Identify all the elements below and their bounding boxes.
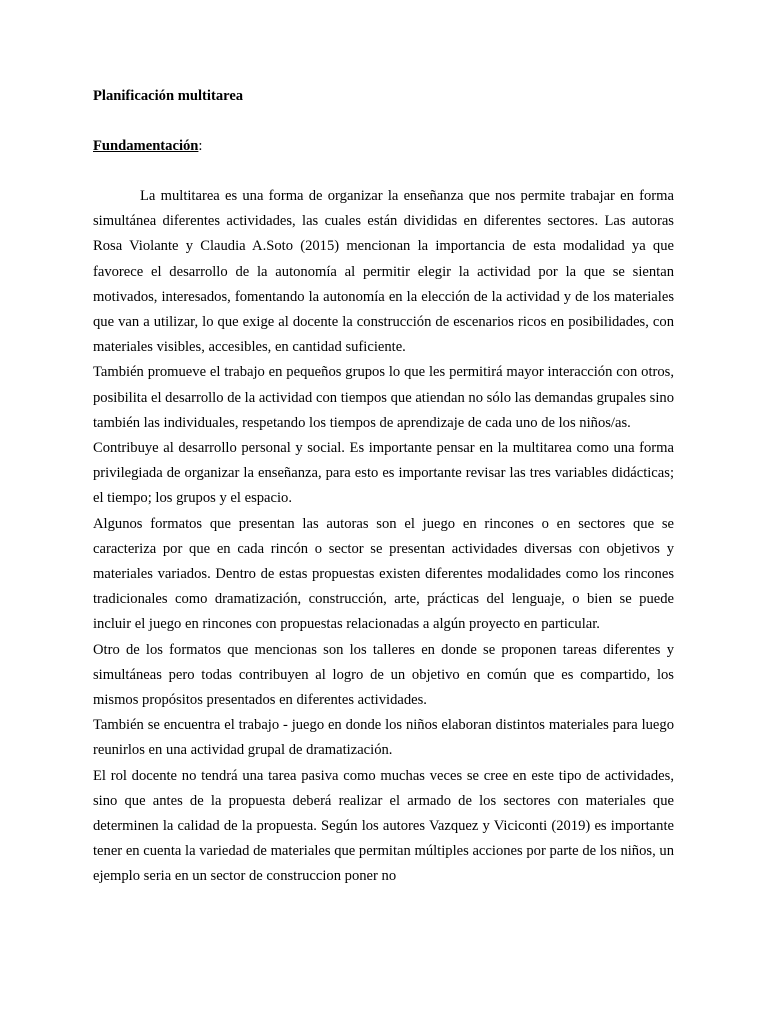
paragraph-7: El rol docente no tendrá una tarea pasiva como muchas veces se cree en este tipo de actividades, sino que antes de la propuesta deberá realizar el armado de los sectores con materiales que determinen la calidad de la propuesta. Según los autores Vazquez y Viciconti (2019) es importante tener en cuenta la variedad de materiales que permitan múltiples acciones por parte de los niños, un ejemplo seria en un sector de construccion poner no	[93, 767, 674, 885]
body-text	[93, 184, 674, 890]
paragraph-2: También promueve el trabajo en pequeños grupos lo que les permitirá mayor interacción con otros, posibilita el desarrollo de la actividad con tiempos que atiendan no sólo las demandas grupales sino también las individuales, respetando los tiempos de aprendizaje de cada uno de los niños/as.	[93, 364, 674, 431]
paragraph-6: También se encuentra el trabajo - juego en donde los niños elaboran distintos materiales para luego reunirlos en una actividad grupal de dramatización.	[93, 717, 674, 759]
section-heading-colon: :	[198, 138, 203, 154]
section-heading-line	[93, 136, 673, 156]
paragraph-1: La multitarea es una forma de organizar la enseñanza que nos permite trabajar en forma simultánea diferentes actividades, las cuales están divididas en diferentes sectores. Las autoras Rosa Violante y Claudia A.Soto (2015) mencionan la importancia de esta modalidad ya que favorece el desarrollo de la autonomía al permitir elegir la actividad por la que se sientan motivados, interesados, fomentando la autonomía en la elección de la actividad y de los materiales que van a utilizar, lo que exige al docente la construcción de escenarios ricos en posibilidades, con materiales visibles, accesibles, en cantidad suficiente.	[93, 188, 674, 356]
paragraph-3: Contribuye al desarrollo personal y social. Es importante pensar en la multitarea como una forma privilegiada de organizar la enseñanza, para esto es importante revisar las tres variables didácticas; el tiempo; los grupos y el espacio.	[93, 440, 674, 507]
paragraph-4: Algunos formatos que presentan las autoras son el juego en rincones o en sectores que se caracteriza por que en cada rincón o sector se presentan actividades diversas con objetivos y materiales variados. Dentro de estas propuestas existen diferentes modalidades como los rincones tradicionales como dramatización, construcción, arte, prácticas del lenguaje, o bien se puede incluir el juego en rincones con propuestas relacionadas a algún proyecto en particular.	[93, 515, 674, 633]
section-heading: Fundamentación	[93, 138, 199, 154]
document-title: Planificación multitarea	[93, 88, 244, 104]
paragraph-5: Otro de los formatos que mencionas son los talleres en donde se proponen tareas diferentes y simultáneas pero todas contribuyen al logro de un objetivo en común que es compartido, los mismos propósitos presentados en diferentes actividades.	[93, 641, 674, 709]
